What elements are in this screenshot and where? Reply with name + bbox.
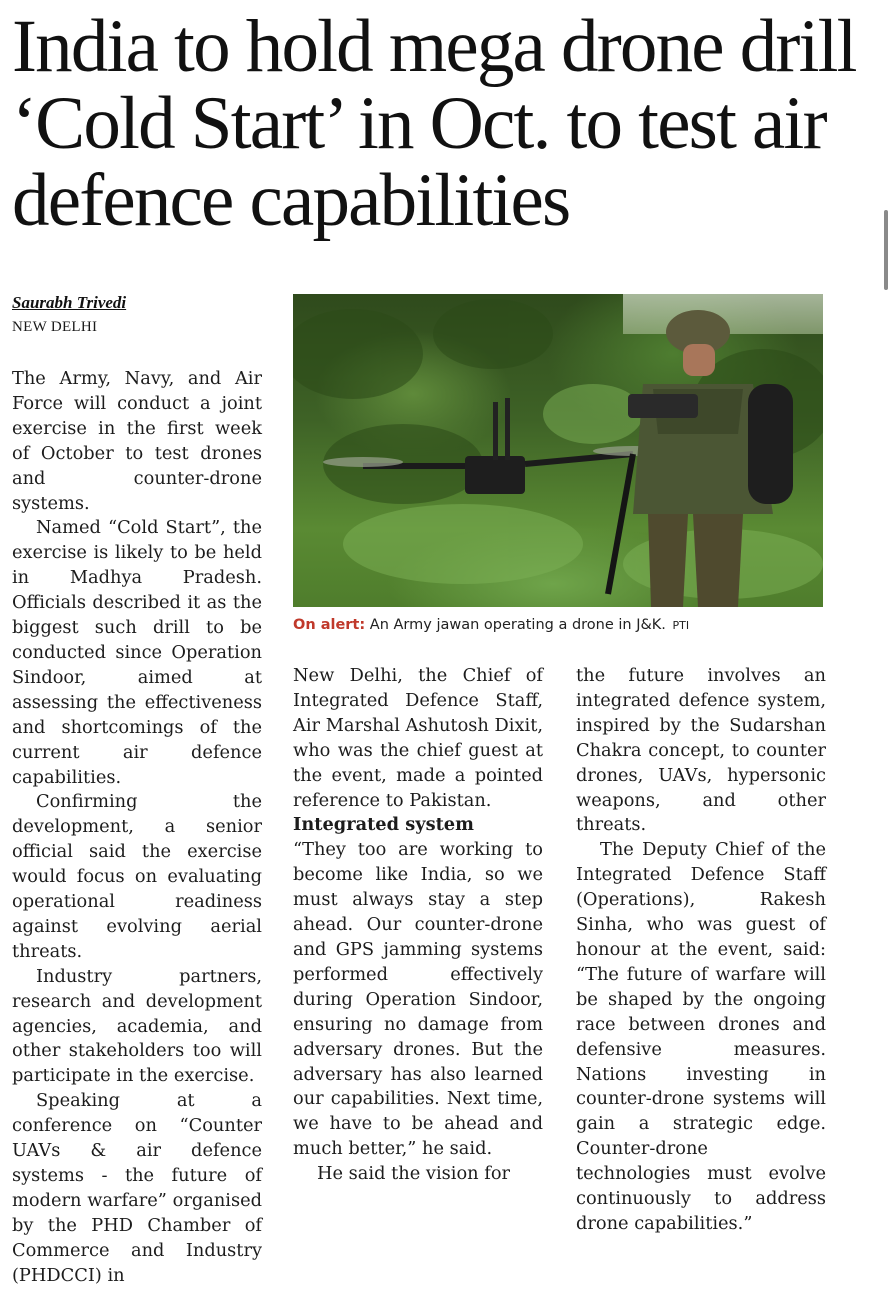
photo-caption — [293, 617, 689, 633]
soldier-drone-illustration — [293, 294, 823, 607]
dateline: NEW DELHI — [12, 319, 98, 335]
article-column-3 — [576, 664, 826, 1237]
subheading: Integrated system — [293, 814, 474, 836]
article-column-1 — [12, 367, 262, 1289]
paragraph: the future involves an integrated defence system, inspired by the Sudarshan Chakra concept, to counter drones, UAVs, hypersonic weapons, and other threats. — [576, 665, 826, 836]
headline: India to hold mega drone drill ‘Cold Start’ in Oct. to test air defence capabilities — [12, 5, 856, 242]
paragraph: Speaking at a conference on “Counter UAVs & air defence systems - the future of modern warfare” organised by the PHD Chamber of Commerce and Industry (PHDCCI) in — [12, 1090, 262, 1286]
paragraph: He said the vision for — [317, 1163, 511, 1185]
paragraph: Industry partners, research and development agencies, academia, and other stakeholders too will participate in the exercise. — [12, 965, 262, 1087]
paragraph: “They too are working to become like India, so we must always stay a step ahead. Our counter-drone and GPS jamming systems performed effectively during Operation Sindoor, ensuring no damage from adversary drones. But the adversary has also learned our capabilities. Next time, we have to be ahead and much better,” he said. — [293, 839, 543, 1160]
scrollbar[interactable] — [884, 210, 888, 290]
caption-text: An Army jawan operating a drone in J&K. — [365, 617, 666, 633]
paragraph: New Delhi, the Chief of Integrated Defence Staff, Air Marshal Ashutosh Dixit, who was the chief guest at the event, made a pointed reference to Pakistan. — [293, 665, 543, 811]
paragraph: The Army, Navy, and Air Force will conduct a joint exercise in the first week of October to test drones and counter-drone systems. — [12, 368, 262, 514]
photo-credit: PTI — [672, 619, 690, 632]
caption-lead: On alert: — [293, 617, 366, 633]
news-photo — [293, 294, 823, 607]
paragraph: Confirming the development, a senior official said the exercise would focus on evaluating operational readiness against evolving aerial threats. — [12, 791, 262, 962]
paragraph: Named “Cold Start”, the exercise is likely to be held in Madhya Pradesh. Officials described it as the biggest such drill to be conducted since Operation Sindoor, aimed at assessing the effectiveness and shortcomings of the current air defence capabilities. — [12, 517, 262, 788]
article-column-2 — [293, 664, 543, 1187]
paragraph: The Deputy Chief of the Integrated Defence Staff (Operations), Rakesh Sinha, who was guest of honour at the event, said: “The future of warfare will be shaped by the ongoing race between drones and defensive measures. Nations investing in counter-drone systems will gain a strategic edge. Counter-drone technologies must evolve continuously to address drone capabilities.” — [576, 839, 826, 1234]
byline: Saurabh Trivedi — [12, 293, 127, 312]
